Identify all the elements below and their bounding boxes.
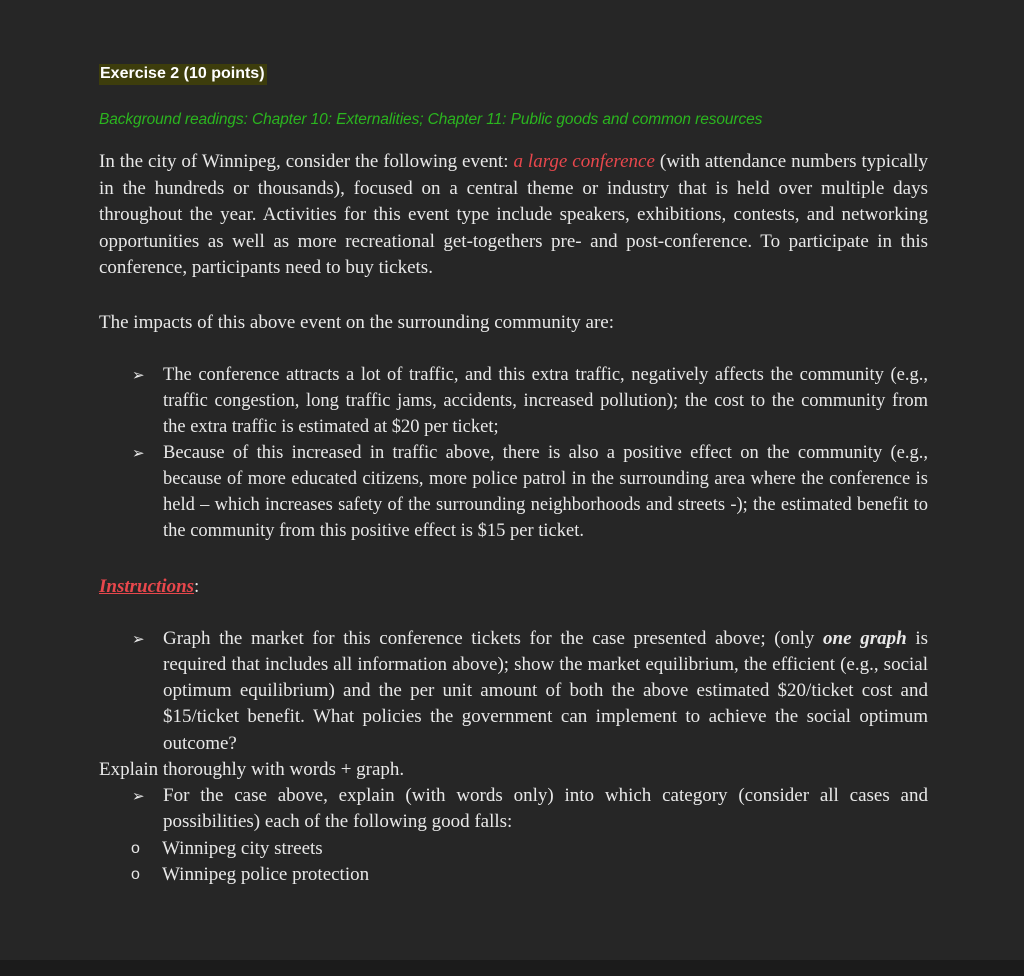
task-list-1 [99,626,928,757]
impact-item-benefit [132,440,928,544]
goods-list [99,836,928,889]
exercise-heading: Exercise 2 (10 points) [99,64,267,85]
circle-bullet-icon: o [131,866,140,884]
task2-text: For the case above, explain (with words only) into which category (consider all cases and possibilities) each of the following good falls: [163,784,928,833]
intro-paragraph [99,149,928,282]
goods-text: Winnipeg police protection [162,864,370,886]
task-list-2 [99,783,928,889]
task1-tail: Explain thoroughly with words + graph. [99,758,405,780]
arrow-bullet-icon: ➢ [132,365,145,384]
impact-text: The conference attracts a lot of traffic, and this extra traffic, negatively affects the community (e.g., traffic congestion, long traffic jams, accidents, increased pollution); the cost to the community from the extra traffic is estimated at $20 per ticket; [163,364,928,437]
impacts-heading: The impacts of this above event on the surrounding community are: [99,311,614,333]
task1-bold: one graph [823,627,907,649]
impacts-list [99,362,928,544]
instructions-label: Instructions [99,575,195,597]
task-item-graph [132,626,928,757]
background-readings: Background readings: Chapter 10: Externalities; Chapter 11: Public goods and common resources [99,111,763,128]
arrow-bullet-icon: ➢ [132,786,145,805]
document-content [99,62,928,889]
task1-part2: is required that includes all information above); show the market equilibrium, the efficient (e.g., social optimum equilibrium) and the per unit amount of both the above estimated $20/ticket cost and $15/ticket benefit. What policies the government can implement to achieve the social optimum outcome? [163,627,928,754]
impact-item-cost [132,362,928,440]
intro-part1: In the city of Winnipeg, consider the following event: [99,151,514,172]
goods-item-police [99,862,928,889]
goods-item-streets [99,836,928,863]
task-item-categories [131,783,928,889]
instructions-heading [99,574,928,600]
intro-highlight: a large conference [513,151,655,172]
instructions-colon: : [194,575,200,597]
goods-text: Winnipeg city streets [162,837,323,859]
bottom-strip [0,960,1024,976]
circle-bullet-icon: o [131,839,140,857]
task1-part1: Graph the market for this conference tickets for the case presented above; (only [163,627,824,649]
intro-part2: (with attendance numbers typically in the hundreds or thousands), focused on a central theme or industry that is held over multiple days throughout the year. Activities for this event type include speakers, exhibitions, contests, and networking opportunities as well as more recreational get-togethers pre- and post-conference. To participate in this conference, participants need to buy tickets. [99,151,928,278]
arrow-bullet-icon: ➢ [132,629,145,648]
arrow-bullet-icon: ➢ [132,443,145,462]
impact-text: Because of this increased in traffic above, there is also a positive effect on the community (e.g., because of more educated citizens, more police patrol in the surrounding area where the conference is held – which increases safety of the surrounding neighborhoods and streets -); the estimated benefit to the community from this positive effect is $15 per ticket. [163,442,928,541]
